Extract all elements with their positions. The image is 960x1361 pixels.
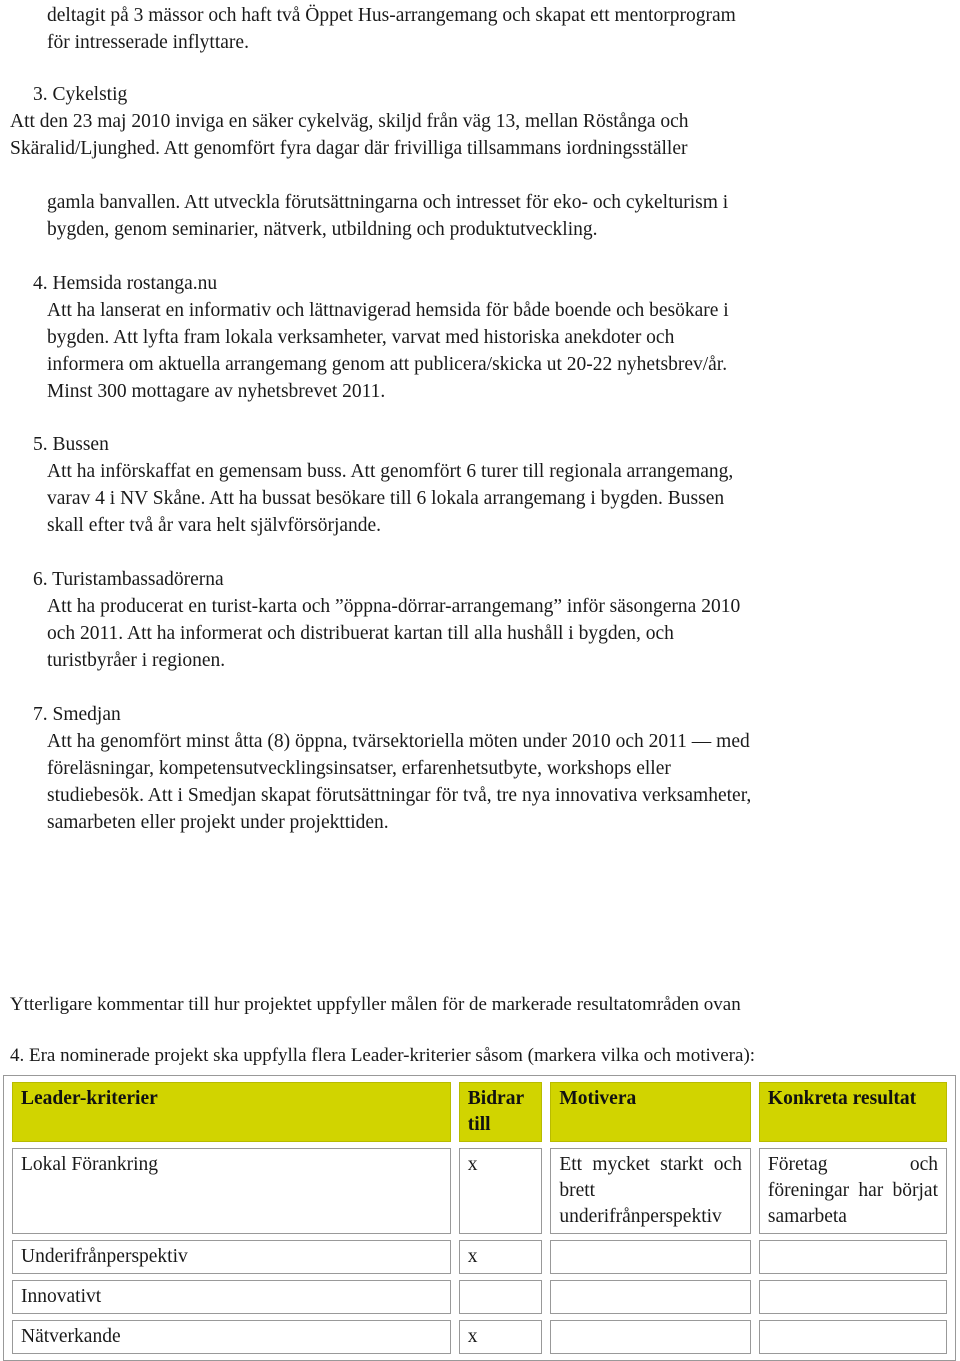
result-cell[interactable] bbox=[759, 1240, 947, 1274]
paragraph-line: Att den 23 maj 2010 inviga en säker cykelväg, skiljd från väg 13, mellan Röstånga och bbox=[10, 111, 689, 132]
motivation-cell[interactable] bbox=[550, 1280, 751, 1314]
paragraph-line: föreläsningar, kompetensutvecklingsinsatser, erfarenhetsutbyte, workshops eller bbox=[47, 758, 671, 779]
paragraph-line: turistbyråer i regionen. bbox=[47, 650, 226, 671]
motivation-cell[interactable]: Ett mycket starkt och brett underifrånperspektiv bbox=[550, 1148, 751, 1234]
paragraph-line: skall efter två år vara helt självförsörjande. bbox=[47, 515, 382, 536]
motivation-cell[interactable] bbox=[550, 1320, 751, 1354]
question-heading: 4. Era nominerade projekt ska uppfylla flera Leader-kriterier såsom (markera vilka och motivera): bbox=[10, 1045, 756, 1066]
paragraph-line: bygden, genom seminarier, nätverk, utbildning och produktutveckling. bbox=[47, 219, 598, 240]
header-cell: Bidrar till bbox=[459, 1082, 543, 1142]
result-cell[interactable]: Företag och föreningar har börjat samarbeta bbox=[759, 1148, 947, 1234]
section-title-bussen: 5. Bussen bbox=[33, 434, 109, 455]
paragraph-line: Att ha genomfört minst åtta (8) öppna, tvärsektoriella möten under 2010 och 2011 — med bbox=[47, 731, 750, 752]
paragraph-line: deltagit på 3 mässor och haft två Öppet Hus-arrangemang och skapat ett mentorprogram bbox=[47, 5, 736, 26]
contributes-cell[interactable] bbox=[459, 1280, 543, 1314]
paragraph-line: och 2011. Att ha informerat och distribuerat kartan till alla hushåll i bygden, och bbox=[47, 623, 674, 644]
paragraph-line: studiebesök. Att i Smedjan skapat förutsättningar för två, tre nya innovativa verksamheter, bbox=[47, 785, 752, 806]
paragraph-line: Minst 300 mottagare av nyhetsbrevet 2011. bbox=[47, 381, 386, 402]
table-row bbox=[12, 1280, 947, 1314]
paragraph-line: bygden. Att lyfta fram lokala verksamheter, varvat med historiska anekdoter och bbox=[47, 327, 675, 348]
criterion-cell: Underifrånperspektiv bbox=[12, 1240, 451, 1274]
paragraph-line: varav 4 i NV Skåne. Att ha bussat besökare till 6 lokala arrangemang i bygden. Bussen bbox=[47, 488, 725, 509]
result-cell[interactable] bbox=[759, 1280, 947, 1314]
contributes-cell[interactable]: x bbox=[459, 1320, 543, 1354]
section-title-smedjan: 7. Smedjan bbox=[33, 704, 121, 725]
section-title-turistambassadorerna: 6. Turistambassadörerna bbox=[33, 569, 224, 590]
header-cell: Motivera bbox=[550, 1082, 751, 1142]
header-cell: Konkreta resultat bbox=[759, 1082, 947, 1142]
table-row bbox=[12, 1148, 947, 1234]
header-cell: Leader-kriterier bbox=[12, 1082, 451, 1142]
motivation-cell[interactable] bbox=[550, 1240, 751, 1274]
criterion-cell: Lokal Förankring bbox=[12, 1148, 451, 1234]
leader-criteria-table bbox=[3, 1075, 956, 1361]
paragraph-line: samarbeten eller projekt under projekttiden. bbox=[47, 812, 389, 833]
paragraph-line: informera om aktuella arrangemang genom att publicera/skicka ut 20-22 nyhetsbrev/år. bbox=[47, 354, 728, 375]
section-title-cykelstig: 3. Cykelstig bbox=[33, 84, 128, 105]
criterion-cell: Nätverkande bbox=[12, 1320, 451, 1354]
criterion-cell: Innovativt bbox=[12, 1280, 451, 1314]
table-header-row bbox=[12, 1082, 947, 1142]
table-row bbox=[12, 1320, 947, 1354]
paragraph-line: Att ha producerat en turist-karta och ”öppna-dörrar-arrangemang” inför säsongerna 2010 bbox=[47, 596, 741, 617]
section-title-hemsida: 4. Hemsida rostanga.nu bbox=[33, 273, 218, 294]
result-cell[interactable] bbox=[759, 1320, 947, 1354]
paragraph-line: för intresserade inflyttare. bbox=[47, 32, 249, 53]
contributes-cell[interactable]: x bbox=[459, 1240, 543, 1274]
paragraph-line: Att ha införskaffat en gemensam buss. Att genomfört 6 turer till regionala arrangemang, bbox=[47, 461, 734, 482]
table-row bbox=[12, 1240, 947, 1274]
paragraph-line: Skäralid/Ljunghed. Att genomfört fyra dagar där frivilliga tillsammans iordningsställer bbox=[10, 138, 688, 159]
paragraph-line: gamla banvallen. Att utveckla förutsättningarna och intresset för eko- och cykelturism i bbox=[47, 192, 729, 213]
comment-heading: Ytterligare kommentar till hur projektet uppfyller målen för de markerade resultatområden ovan bbox=[10, 994, 741, 1015]
paragraph-line: Att ha lanserat en informativ och lättnavigerad hemsida för både boende och besökare i bbox=[47, 300, 729, 321]
contributes-cell[interactable]: x bbox=[459, 1148, 543, 1234]
